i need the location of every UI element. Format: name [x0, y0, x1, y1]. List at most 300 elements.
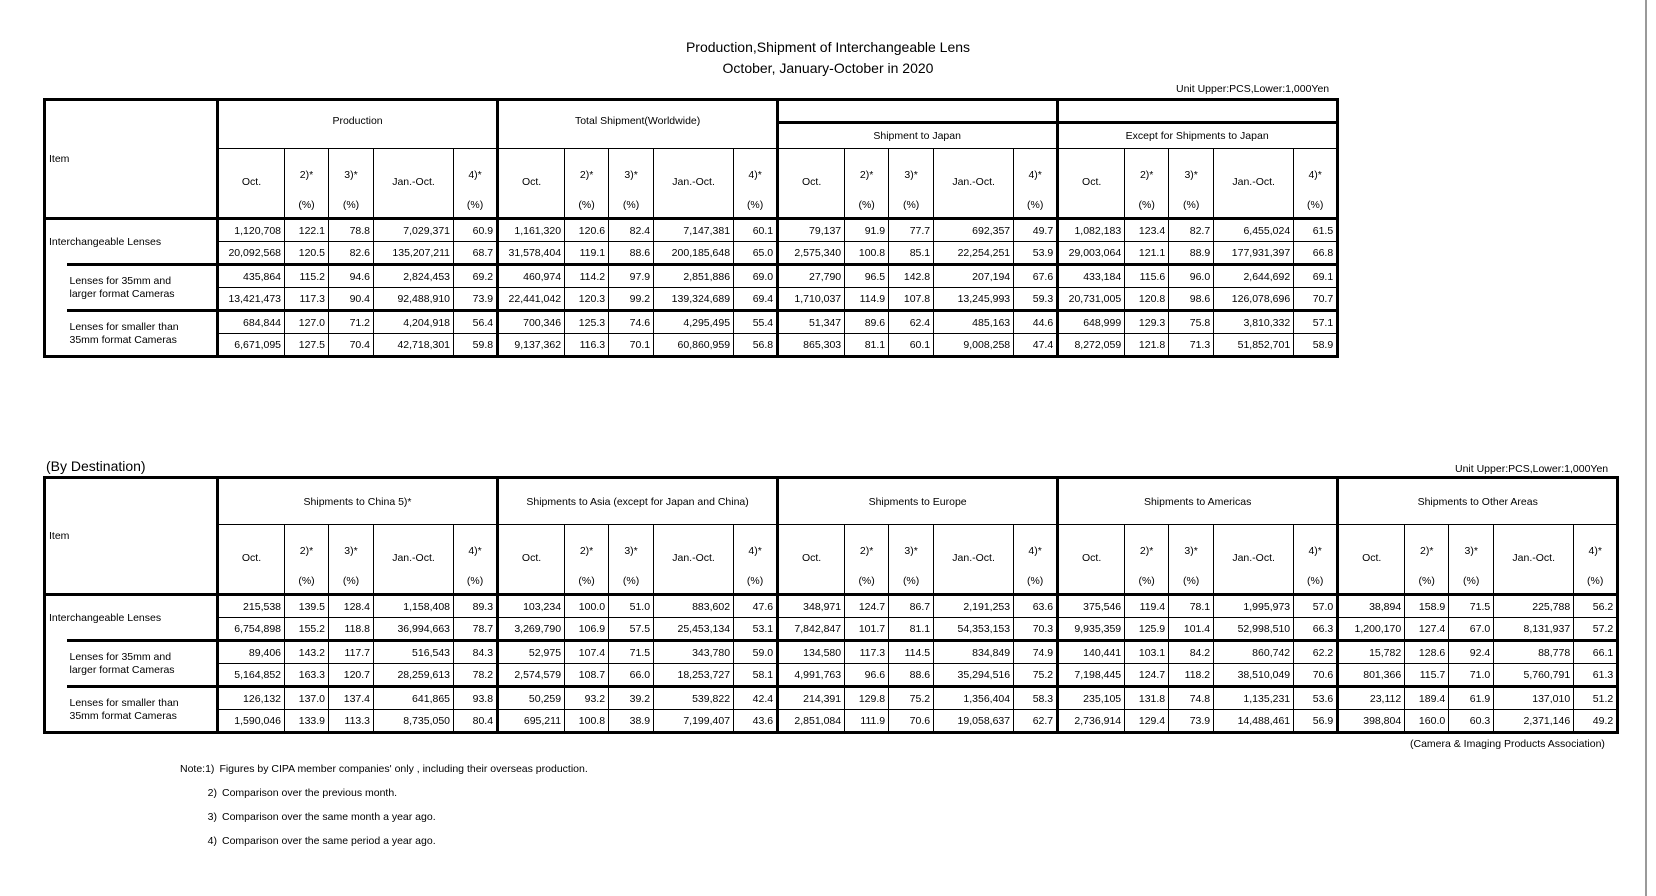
data-cell: 2,824,453: [374, 265, 454, 288]
column-header-row: [45, 525, 1618, 595]
data-cell: 71.5: [1449, 595, 1494, 618]
column-header-c2: [565, 525, 609, 595]
indent-spacer: [45, 687, 67, 733]
data-cell: 60,860,959: [654, 334, 734, 357]
column-header-oct: [778, 149, 845, 219]
data-cell: 42.4: [734, 687, 778, 710]
column-label: Oct.: [241, 176, 262, 188]
column-unit: (%): [1418, 575, 1435, 587]
unit-label-top: Unit Upper:PCS,Lower:1,000Yen: [1176, 83, 1330, 95]
data-cell: 140,441: [1058, 641, 1125, 664]
data-cell: 516,543: [374, 641, 454, 664]
data-cell: 27,790: [778, 265, 845, 288]
column-header-c3: [1449, 525, 1494, 595]
data-cell: 50,259: [498, 687, 565, 710]
column-header-janoct: [934, 149, 1014, 219]
data-cell: 62.2: [1294, 641, 1338, 664]
data-cell: 124.7: [1125, 664, 1169, 687]
data-cell: 51.0: [609, 595, 654, 618]
group-header: [1338, 478, 1618, 525]
data-cell: 53.6: [1294, 687, 1338, 710]
data-cell: 69.4: [734, 288, 778, 311]
data-cell: 23,112: [1338, 687, 1405, 710]
column-unit: (%): [858, 199, 875, 211]
production-shipment-table: [43, 98, 1339, 358]
column-note-ref: 4)*: [748, 545, 762, 557]
data-cell: 5,760,791: [1494, 664, 1574, 687]
table-row: [45, 265, 1338, 288]
data-cell: 114.2: [565, 265, 609, 288]
data-cell: 38.9: [609, 710, 654, 733]
column-note-ref: 2)*: [1139, 545, 1154, 557]
data-cell: 8,735,050: [374, 710, 454, 733]
column-header-c4: [1014, 525, 1058, 595]
data-cell: 118.2: [1169, 664, 1214, 687]
data-cell: 485,163: [934, 311, 1014, 334]
column-header-oct: [498, 149, 565, 219]
data-cell: 648,999: [1058, 311, 1125, 334]
by-destination-heading: (By Destination): [46, 458, 146, 474]
data-cell: 137.0: [285, 687, 329, 710]
column-unit: (%): [466, 199, 484, 211]
data-cell: 100.8: [565, 710, 609, 733]
data-cell: 58.9: [1294, 334, 1338, 357]
column-unit: (%): [622, 575, 640, 587]
data-cell: 52,998,510: [1214, 618, 1294, 641]
data-cell: 189.4: [1405, 687, 1449, 710]
data-cell: 1,590,046: [218, 710, 285, 733]
table-row: [45, 242, 1338, 265]
column-unit: (%): [1183, 199, 1200, 211]
data-cell: 114.9: [845, 288, 889, 311]
data-cell: 69.1: [1294, 265, 1338, 288]
data-cell: 100.8: [845, 242, 889, 265]
column-label: Oct.: [521, 176, 542, 188]
group-header: [1058, 478, 1338, 525]
item-header-label: Item: [49, 153, 70, 165]
data-cell: 60.1: [734, 219, 778, 242]
group-header: [778, 478, 1058, 525]
column-header-janoct: [1214, 525, 1294, 595]
column-note-ref: 3)*: [1184, 545, 1198, 557]
data-cell: 126,132: [218, 687, 285, 710]
data-cell: 127.4: [1405, 618, 1449, 641]
data-cell: 348,971: [778, 595, 845, 618]
data-cell: 47.4: [1014, 334, 1058, 357]
data-cell: 93.2: [565, 687, 609, 710]
row-label-interchangeable: [45, 595, 218, 641]
data-cell: 398,804: [1338, 710, 1405, 733]
data-cell: 119.4: [1125, 595, 1169, 618]
column-header-c3: [609, 149, 654, 219]
column-header-c2: [285, 525, 329, 595]
data-cell: 115.7: [1405, 664, 1449, 687]
data-cell: 343,780: [654, 641, 734, 664]
data-cell: 36,994,663: [374, 618, 454, 641]
row-label-small: [67, 687, 218, 733]
column-unit: (%): [1307, 575, 1324, 587]
row-label-text: Interchangeable Lenses: [49, 611, 162, 624]
data-cell: 2,851,084: [778, 710, 845, 733]
data-cell: 128.6: [1405, 641, 1449, 664]
column-header-c2: [285, 149, 329, 219]
data-cell: 107.8: [889, 288, 934, 311]
data-cell: 142.8: [889, 265, 934, 288]
data-cell: 29,003,064: [1058, 242, 1125, 265]
data-cell: 2,644,692: [1214, 265, 1294, 288]
data-cell: 15,782: [1338, 641, 1405, 664]
data-cell: 71.2: [329, 311, 374, 334]
data-cell: 52,975: [498, 641, 565, 664]
column-header-c4: [1014, 149, 1058, 219]
data-cell: 433,184: [1058, 265, 1125, 288]
data-cell: 62.4: [889, 311, 934, 334]
data-cell: 59.0: [734, 641, 778, 664]
data-cell: 31,578,404: [498, 242, 565, 265]
column-unit: (%): [578, 199, 595, 211]
data-cell: 121.1: [1125, 242, 1169, 265]
data-cell: 56.9: [1294, 710, 1338, 733]
column-unit: (%): [1587, 575, 1604, 587]
column-note-ref: 4)*: [468, 169, 482, 181]
column-unit: (%): [1026, 199, 1044, 211]
report-subtitle: October, January-October in 2020: [722, 60, 934, 76]
data-cell: 235,105: [1058, 687, 1125, 710]
data-cell: 70.7: [1294, 288, 1338, 311]
group-header: [498, 100, 778, 149]
data-cell: 135,207,211: [374, 242, 454, 265]
data-cell: 51,852,701: [1214, 334, 1294, 357]
item-header: [45, 478, 218, 595]
data-cell: 53.9: [1014, 242, 1058, 265]
column-note-ref: 3)*: [1464, 545, 1478, 557]
data-cell: 71.0: [1449, 664, 1494, 687]
data-cell: 53.1: [734, 618, 778, 641]
data-cell: 43.6: [734, 710, 778, 733]
data-cell: 62.7: [1014, 710, 1058, 733]
group-header-row: [45, 100, 1338, 149]
column-note-ref: 2)*: [1139, 169, 1154, 181]
data-cell: 20,731,005: [1058, 288, 1125, 311]
column-header-c2: [565, 149, 609, 219]
column-label: Oct.: [521, 552, 542, 564]
data-cell: 28,259,613: [374, 664, 454, 687]
data-cell: 70.4: [329, 334, 374, 357]
data-cell: 66.3: [1294, 618, 1338, 641]
column-header-janoct: [374, 149, 454, 219]
table-row: [45, 641, 1618, 664]
data-cell: 13,245,993: [934, 288, 1014, 311]
data-cell: 70.6: [1294, 664, 1338, 687]
data-cell: 79,137: [778, 219, 845, 242]
column-label: Jan.-Oct.: [952, 552, 995, 564]
column-label: Oct.: [1082, 552, 1102, 564]
data-cell: 126,078,696: [1214, 288, 1294, 311]
column-unit: (%): [1182, 575, 1200, 587]
source-attribution: (Camera & Imaging Products Association): [1410, 738, 1605, 750]
data-cell: 119.1: [565, 242, 609, 265]
data-cell: 129.8: [845, 687, 889, 710]
data-cell: 67.0: [1449, 618, 1494, 641]
column-header-c4: [734, 525, 778, 595]
indent-spacer: [45, 311, 67, 357]
data-cell: 684,844: [218, 311, 285, 334]
data-cell: 74.8: [1169, 687, 1214, 710]
column-header-janoct: [1214, 149, 1294, 219]
data-cell: 47.6: [734, 595, 778, 618]
group-header: [498, 478, 778, 525]
data-cell: 20,092,568: [218, 242, 285, 265]
data-cell: 435,864: [218, 265, 285, 288]
column-label: Jan.-Oct.: [392, 176, 435, 188]
data-cell: 214,391: [778, 687, 845, 710]
group-header: [218, 478, 498, 525]
data-cell: 58.1: [734, 664, 778, 687]
data-cell: 1,135,231: [1214, 687, 1294, 710]
data-cell: 163.3: [285, 664, 329, 687]
row-label-text: Lenses for smaller than 35mm format Cameras: [69, 320, 179, 346]
data-cell: 108.7: [565, 664, 609, 687]
group-header-label: Except for Shipments to Japan: [1125, 130, 1269, 142]
data-cell: 58.3: [1014, 687, 1058, 710]
data-cell: 118.8: [329, 618, 374, 641]
column-header-c2: [1125, 525, 1169, 595]
data-cell: 84.2: [1169, 641, 1214, 664]
column-header-oct: [218, 525, 285, 595]
column-note-ref: 2)*: [299, 169, 314, 181]
data-cell: 158.9: [1405, 595, 1449, 618]
data-cell: 78.1: [1169, 595, 1214, 618]
data-cell: 2,736,914: [1058, 710, 1125, 733]
data-cell: 93.8: [454, 687, 498, 710]
column-header-oct: [498, 525, 565, 595]
data-cell: 6,754,898: [218, 618, 285, 641]
data-cell: 68.7: [454, 242, 498, 265]
data-cell: 7,842,847: [778, 618, 845, 641]
column-unit: (%): [1138, 575, 1155, 587]
column-header-oct: [1058, 525, 1125, 595]
data-cell: 3,810,332: [1214, 311, 1294, 334]
data-cell: 695,211: [498, 710, 565, 733]
data-cell: 101.4: [1169, 618, 1214, 641]
data-cell: 7,198,445: [1058, 664, 1125, 687]
data-cell: 9,008,258: [934, 334, 1014, 357]
data-cell: 42,718,301: [374, 334, 454, 357]
group-header-label: Total Shipment(Worldwide): [574, 115, 701, 127]
data-cell: 88.6: [889, 664, 934, 687]
column-header-janoct: [934, 525, 1014, 595]
data-cell: 80.4: [454, 710, 498, 733]
item-header: [45, 100, 218, 219]
column-note-ref: 3)*: [344, 545, 358, 557]
data-cell: 116.3: [565, 334, 609, 357]
column-label: Jan.-Oct.: [952, 176, 995, 188]
row-label-large: [67, 265, 218, 311]
data-cell: 129.4: [1125, 710, 1169, 733]
data-cell: 8,131,937: [1494, 618, 1574, 641]
data-cell: 59.3: [1014, 288, 1058, 311]
table-row: [45, 687, 1618, 710]
data-cell: 200,185,648: [654, 242, 734, 265]
data-cell: 60.3: [1449, 710, 1494, 733]
row-label-text: Lenses for smaller than 35mm format Cameras: [69, 696, 179, 722]
column-unit: (%): [298, 575, 315, 587]
data-cell: 115.6: [1125, 265, 1169, 288]
data-cell: 96.5: [845, 265, 889, 288]
group-header-label: Shipments to Other Areas: [1417, 495, 1538, 508]
footnote-1: Note:1) Figures by CIPA member companies' only , including their overseas production.: [180, 763, 588, 775]
column-header-c2: [845, 525, 889, 595]
indent-spacer: [45, 265, 67, 311]
data-cell: 2,191,253: [934, 595, 1014, 618]
data-cell: 123.4: [1125, 219, 1169, 242]
data-cell: 117.3: [285, 288, 329, 311]
group-header-label: Shipments to Asia (except for Japan and China): [526, 495, 749, 508]
column-header-c4: [1294, 525, 1338, 595]
indent-spacer: [45, 641, 67, 687]
column-header-row: [45, 149, 1338, 219]
column-label: Jan.-Oct.: [1232, 552, 1275, 564]
data-cell: 3,269,790: [498, 618, 565, 641]
data-cell: 74.6: [609, 311, 654, 334]
data-cell: 65.0: [734, 242, 778, 265]
data-cell: 78.8: [329, 219, 374, 242]
data-cell: 75.2: [889, 687, 934, 710]
column-header-oct: [218, 149, 285, 219]
data-cell: 117.7: [329, 641, 374, 664]
data-cell: 14,488,461: [1214, 710, 1294, 733]
row-label-interchangeable: [45, 219, 218, 265]
data-cell: 834,849: [934, 641, 1014, 664]
column-header-janoct: [1494, 525, 1574, 595]
data-cell: 91.9: [845, 219, 889, 242]
column-header-c3: [889, 525, 934, 595]
data-cell: 128.4: [329, 595, 374, 618]
data-cell: 88.6: [609, 242, 654, 265]
data-cell: 75.8: [1169, 311, 1214, 334]
row-label-text: Interchangeable Lenses: [49, 235, 162, 248]
data-cell: 100.0: [565, 595, 609, 618]
group-header-label: Shipment to Japan: [873, 130, 961, 142]
column-header-janoct: [654, 149, 734, 219]
data-cell: 13,421,473: [218, 288, 285, 311]
data-cell: 122.1: [285, 219, 329, 242]
data-cell: 44.6: [1014, 311, 1058, 334]
column-label: Oct.: [1362, 552, 1382, 564]
table-row: [45, 334, 1338, 357]
data-cell: 5,164,852: [218, 664, 285, 687]
data-cell: 1,710,037: [778, 288, 845, 311]
data-cell: 51,347: [778, 311, 845, 334]
table-row: [45, 664, 1618, 687]
data-cell: 57.1: [1294, 311, 1338, 334]
data-cell: 71.3: [1169, 334, 1214, 357]
column-header-c2: [1405, 525, 1449, 595]
data-cell: 700,346: [498, 311, 565, 334]
column-note-ref: 3)*: [344, 169, 358, 181]
data-cell: 66.1: [1574, 641, 1618, 664]
data-cell: 124.7: [845, 595, 889, 618]
data-cell: 125.9: [1125, 618, 1169, 641]
group-header: [778, 100, 1058, 149]
data-cell: 101.7: [845, 618, 889, 641]
column-unit: (%): [1026, 575, 1044, 587]
data-cell: 38,510,049: [1214, 664, 1294, 687]
data-cell: 57.2: [1574, 618, 1618, 641]
data-cell: 60.1: [889, 334, 934, 357]
column-header-c4: [454, 525, 498, 595]
group-header-label: Production: [332, 115, 383, 127]
data-cell: 84.3: [454, 641, 498, 664]
data-cell: 7,199,407: [654, 710, 734, 733]
group-header-label: Shipments to China 5)*: [303, 495, 412, 508]
data-cell: 70.3: [1014, 618, 1058, 641]
column-note-ref: 4)*: [1028, 169, 1042, 181]
data-cell: 49.2: [1574, 710, 1618, 733]
column-header-c3: [889, 149, 934, 219]
column-unit: (%): [902, 575, 920, 587]
data-cell: 96.0: [1169, 265, 1214, 288]
data-cell: 56.8: [734, 334, 778, 357]
data-cell: 2,574,579: [498, 664, 565, 687]
table-row: [45, 710, 1618, 733]
column-note-ref: 3)*: [1184, 169, 1198, 181]
column-header-c3: [329, 525, 374, 595]
data-cell: 57.5: [609, 618, 654, 641]
column-note-ref: 3)*: [624, 169, 638, 181]
data-cell: 57.0: [1294, 595, 1338, 618]
column-unit: (%): [1307, 199, 1324, 211]
data-cell: 4,991,763: [778, 664, 845, 687]
column-label: Jan.-Oct.: [1232, 176, 1275, 188]
column-label: Jan.-Oct.: [392, 552, 435, 564]
data-cell: 117.3: [845, 641, 889, 664]
data-cell: 82.7: [1169, 219, 1214, 242]
column-note-ref: 2)*: [579, 169, 594, 181]
data-cell: 73.9: [1169, 710, 1214, 733]
data-cell: 55.4: [734, 311, 778, 334]
data-cell: 97.9: [609, 265, 654, 288]
column-label: Jan.-Oct.: [1512, 552, 1555, 564]
footnote-4: 4) Comparison over the same period a year ago.: [207, 835, 436, 847]
column-unit: (%): [858, 575, 875, 587]
data-cell: 121.8: [1125, 334, 1169, 357]
column-note-ref: 3)*: [904, 169, 918, 181]
data-cell: 60.9: [454, 219, 498, 242]
data-cell: 92,488,910: [374, 288, 454, 311]
data-cell: 63.6: [1014, 595, 1058, 618]
data-cell: 2,371,146: [1494, 710, 1574, 733]
data-cell: 127.5: [285, 334, 329, 357]
data-cell: 883,602: [654, 595, 734, 618]
column-note-ref: 4)*: [1028, 545, 1042, 557]
table-row: [45, 618, 1618, 641]
table-row: [45, 288, 1338, 311]
data-cell: 1,120,708: [218, 219, 285, 242]
data-cell: 107.4: [565, 641, 609, 664]
data-cell: 1,158,408: [374, 595, 454, 618]
data-cell: 160.0: [1405, 710, 1449, 733]
column-note-ref: 4)*: [1308, 545, 1322, 557]
group-header-label: Shipments to Americas: [1143, 495, 1252, 508]
data-cell: 59.8: [454, 334, 498, 357]
column-unit: (%): [466, 575, 484, 587]
footnote-2: 2) Comparison over the previous month.: [207, 787, 398, 799]
data-cell: 103,234: [498, 595, 565, 618]
column-header-janoct: [654, 525, 734, 595]
column-header-c4: [1294, 149, 1338, 219]
column-unit: (%): [1138, 199, 1155, 211]
